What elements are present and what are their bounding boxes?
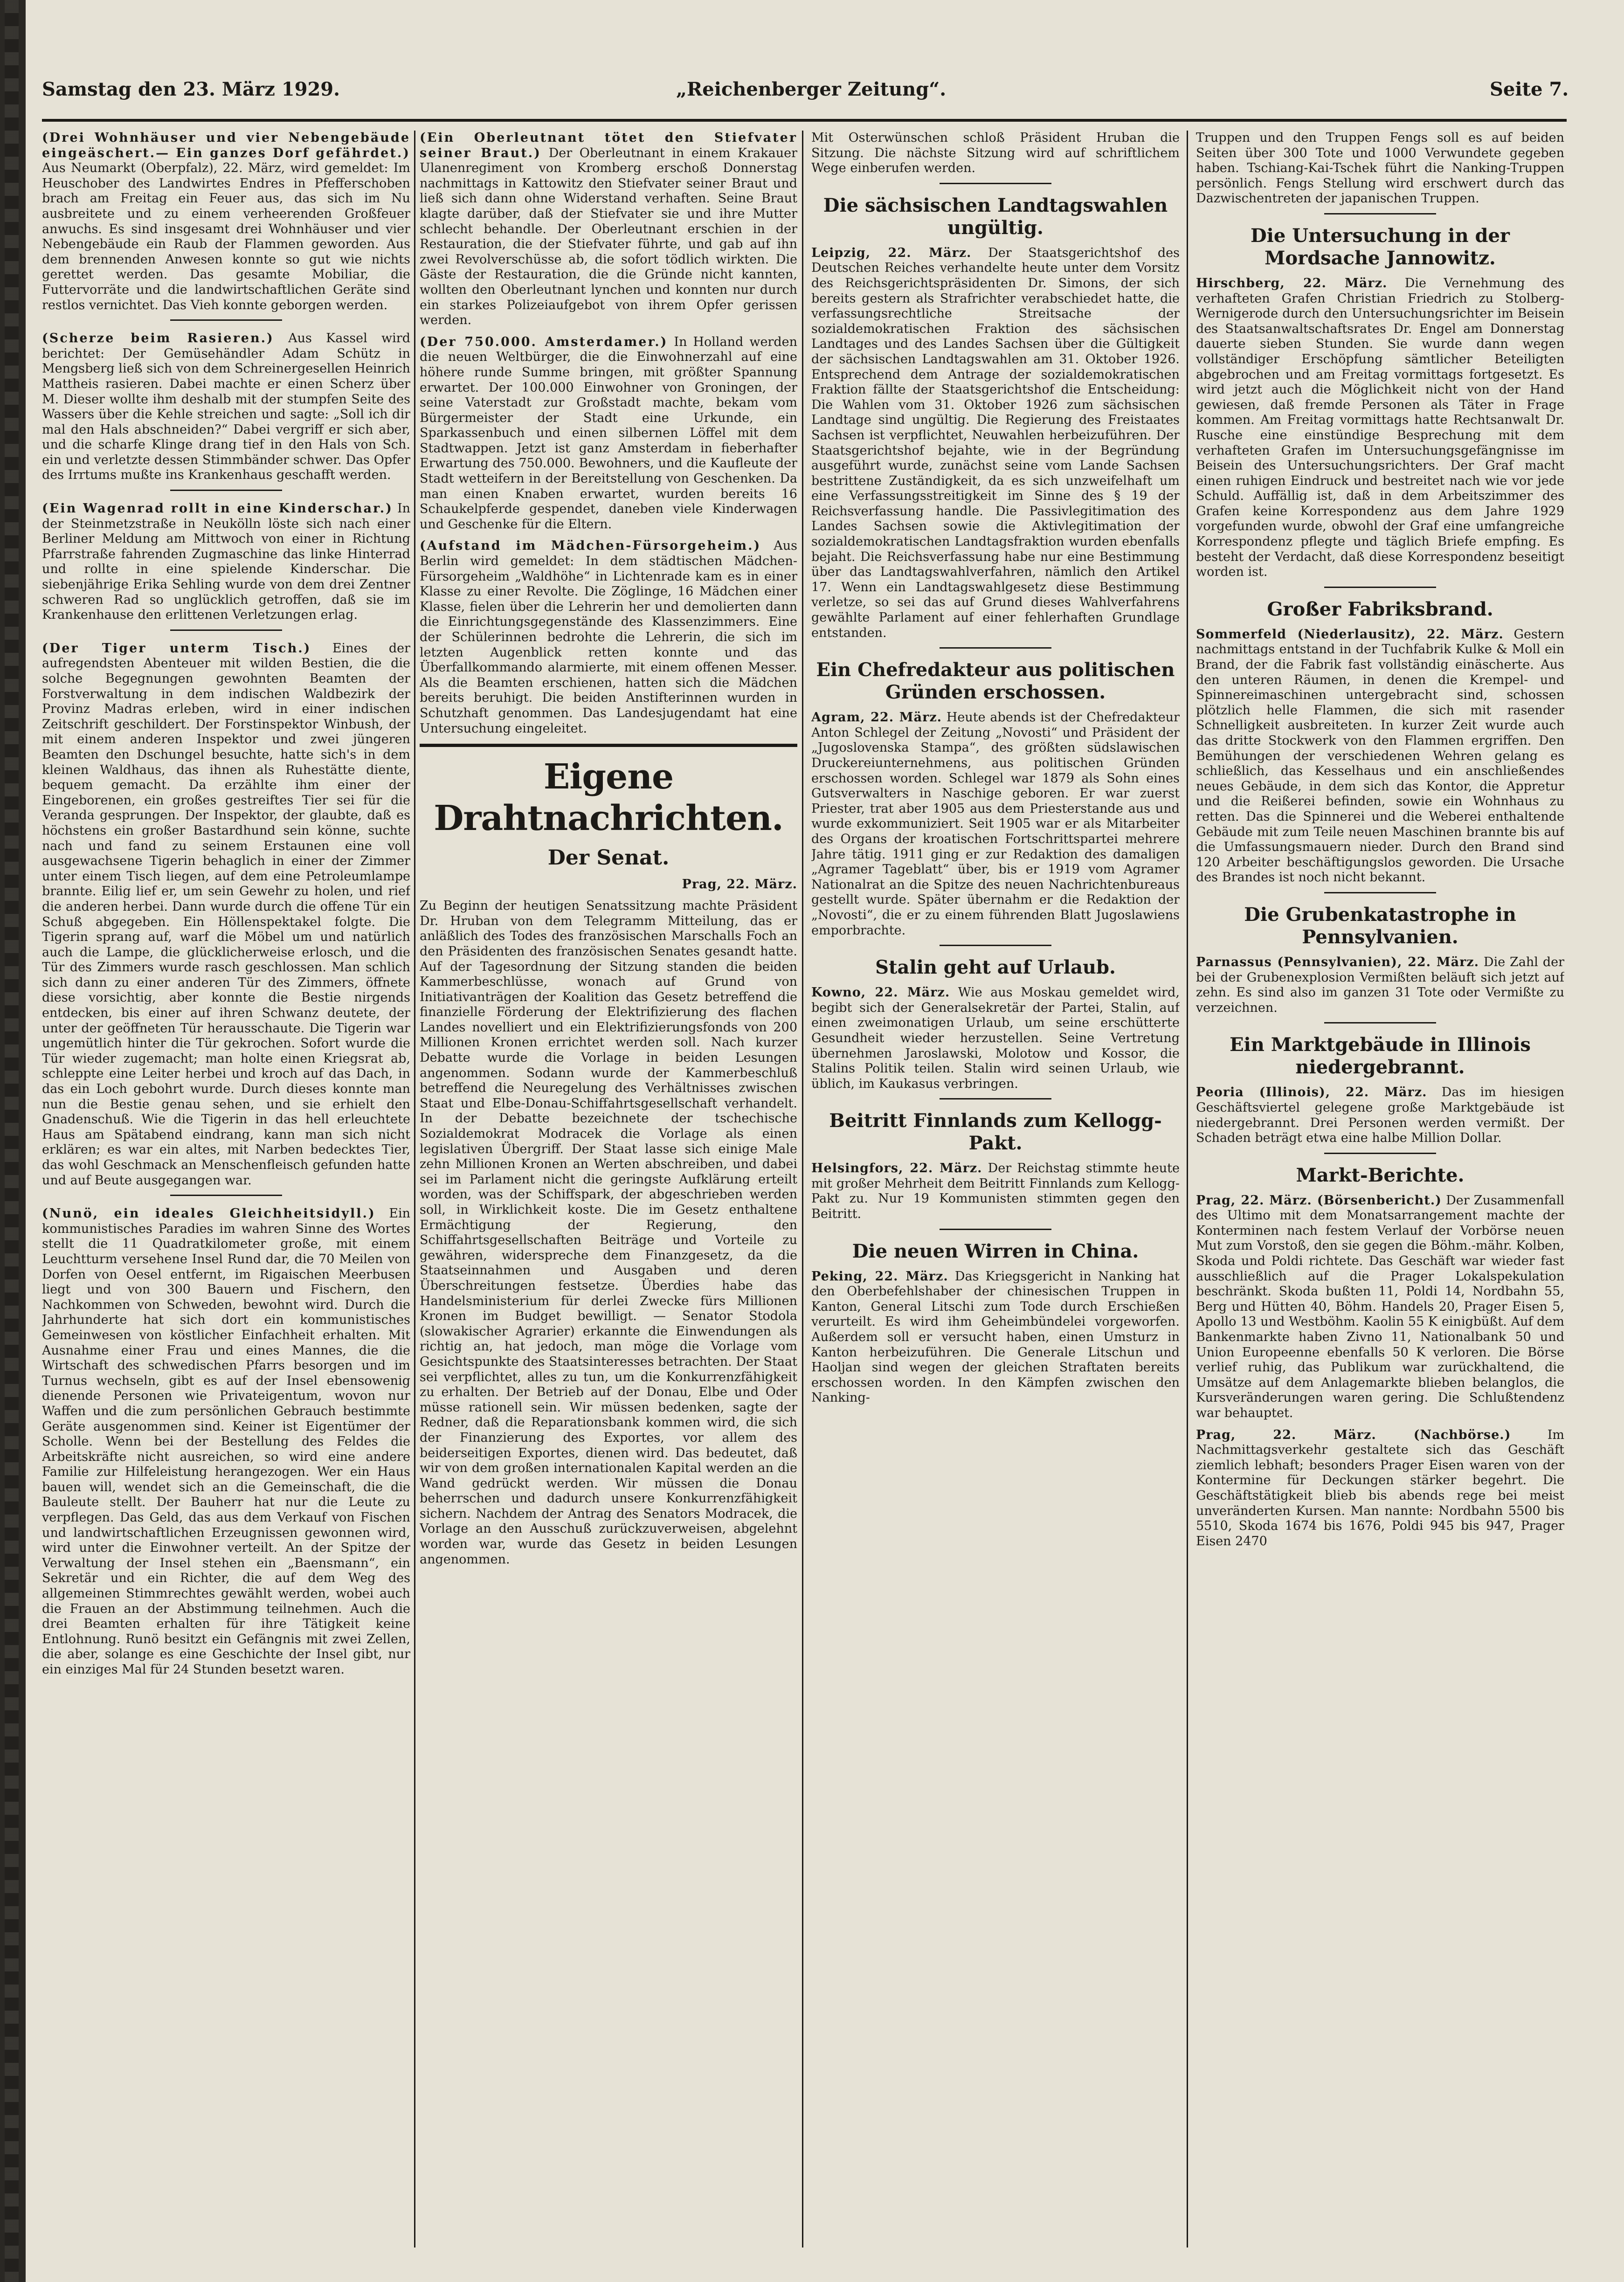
article-separator: [1324, 587, 1436, 588]
article-paragraph: [420, 539, 797, 736]
article-paragraph: [42, 1206, 410, 1677]
article-paragraph: [420, 131, 797, 328]
article-paragraph: [811, 246, 1180, 641]
article-body: Ein kommunistisches Paradies im wahren Sinne des Wortes stellt die 11 Quadratkilometer große, mit einem Leuchtturm versehene Insel Rund dar, die 70 Meilen von Dorfen von Oesel entfernt, im Rigaischen Meerbusen liegt und von 300 Bauern und Fischern, den Nachkommen von Schweden, bewohnt wird. Durch die Jahrhunderte hat sich dort ein kommunistisches Gemeinwesen von köstlicher Einfachheit erhalten. Mit Ausnahme einer Frau und eines Mannes, die die Wirtschaft des schwedischen Pfarrs besorgen und im Turnus wechseln, gibt es auf der Insel ebensowenig dienende Personen wie Privateigentum, wovon nur Waffen und die zum persönlichen Gebrauch bestimmte Geräte ausgenommen sind. Keiner ist Eigentümer der Scholle. Wenn bei der Bestellung des Feldes die Arbeitskräfte nicht ausreichen, so wird eine andere Familie zur Hilfeleistung herangezogen. Wer ein Haus bauen will, wendet sich an die Gemeinschaft, die die Bauleute stellt. Der Bauherr hat nur die Leute zu verpflegen. Das Geld, das aus dem Verkauf von Fischen und landwirtschaftlichen Erzeugnissen gewonnen wird, wird unter die Einwohner verteilt. An der Spitze der Verwaltung der Insel stehen ein „Baensmann“, ein Sekretär und ein Richter, die auf dem Weg des allgemeinen Stimmrechtes gewählt werden, wobei auch die Frauen an der Abstimmung teilnehmen. Auch die drei Beamten erhalten für ihre Tätigkeit keine Entlohnung. Runö besitzt ein Gefängnis mit zwei Zellen, die aber, solange es eine Geschichte der Insel gibt, nur ein einziges Mal für 24 Stunden besetzt waren.: [42, 1206, 410, 1677]
article-headline: Die sächsischen Landtagswahlen ungültig.: [823, 194, 1168, 239]
header-rule: [42, 119, 1567, 122]
article-body: In der Steinmetzstraße in Neukölln löste sich nach einer Berliner Meldung am Mittwoch von einer in Richtung Pfarrstraße fahrenden Zugmaschine das linke Hinterrad und rollte in eine spielende Kinderschar. Die siebenjährige Erika Sehling wurde von dem drei Zentner schweren Rad so unglücklich getroffen, daß sie im Krankenhause den erlittenen Verletzungen erlag.: [42, 501, 410, 622]
article-body: Die Zahl der bei der Grubenexplosion Vermißten beläuft sich jetzt auf zehn. Es sind also im ganzen 31 Tote oder Vermißte zu verzeichnen.: [1196, 954, 1564, 1015]
article-dateline: Hirschberg, 22. März.: [1196, 276, 1388, 290]
column-rule: [1187, 131, 1188, 2247]
article-headline: Markt-Berichte.: [1296, 1164, 1465, 1186]
article-dateline: Peoria (Illinois), 22. März.: [1196, 1085, 1427, 1100]
article-paragraph: [420, 335, 797, 532]
article-separator: [170, 319, 282, 321]
article-body: Der Zusammenfall des Ultimo mit dem Monatsarrangement machte der Konterminen nach festem Verlauf der Vorbörse neuen Mut zum Vorstoß, den sie gegen die Böhm.-mähr. Kolben, Skoda und Poldi richtete. Das Geschäft war wieder fast ausschließlich auf die Prager Lokalspekulation beschränkt. Skoda bußten 11, Poldi 14, Nordbahn 55, Berg und Hütten 40, Böhm. Handels 20, Prager Eisen 5, Apollo 13 und Westböhm. Kaolin 55 K einigbüßt. Auf dem Bankenmarkte haben Zivno 11, Nationalbank 50 und Union Europeenne ebenfalls 50 K verloren. Die Börse verlief ruhig, das Publikum war zurückhaltend, die Umsätze auf dem Anlagemarkte blieben belanglos, die Kursveränderungen waren gering. Die Schlußtendenz war behauptet.: [1196, 1193, 1564, 1420]
article-body: Heute abends ist der Chefredakteur Anton Schlegel der Zeitung „Novosti“ und Präsident der „Jugoslovenska Stampa“, des größten südslawischen Druckereiunternehmens, aus politischen Gründen erschossen worden. Schlegel war 1879 als Sohn eines Gutsverwalters in Naschige geboren. Er war zuerst Priester, trat aber 1905 aus dem Priesterstande aus und wurde exkommuniziert. Seit 1905 war er als Mitarbeiter des Organs der kroatischen Fortschrittspartei mehrere Jahre tätig. 1911 ging er zur Redaktion des damaligen „Agramer Tageblatt“ über, bis er 1919 vom Agramer Nationalrat an die Spitze des neuen Nachrichtenbureaus gestellt wurde. Später übernahm er die Redaktion der „Novosti“, die er zu einem führenden Blatt Jugoslawiens emporbrachte.: [811, 710, 1180, 938]
article-paragraph: [1196, 276, 1564, 580]
column-1: [42, 131, 410, 2247]
header-newspaper-name: „Reichenberger Zeitung“.: [676, 78, 947, 100]
article-separator: [170, 490, 282, 491]
column-2: [420, 131, 797, 2247]
article-lead: (Ein Oberleutnant tötet den Stiefvater seiner Braut.): [420, 131, 797, 160]
article-body: Der Reichstag stimmte heute mit großer Mehrheit dem Beitritt Finnlands zum Kellogg-Pakt zu. Nur 19 Kommunisten stimmten gegen den Beitritt.: [811, 1161, 1180, 1222]
article-separator: [940, 647, 1051, 649]
article-body: Truppen und den Truppen Fengs soll es auf beiden Seiten über 300 Tote und 1000 Verwundete gegeben haben. Tschiang-Kai-Tschek führt die Nanking-Truppen persönlich. Fengs Stellung wird erschwert durch das Dazwischentreten der japanischen Truppen.: [1196, 131, 1564, 206]
article-paragraph: [811, 985, 1180, 1092]
article-dateline: Sommerfeld (Niederlausitz), 22. März.: [1196, 627, 1504, 642]
article-separator: [170, 1195, 282, 1196]
article-paragraph: [42, 501, 410, 623]
article-paragraph: [1196, 627, 1564, 885]
article-lead: (Scherze beim Rasieren.): [42, 331, 274, 346]
article-dateline: Prag, 22. März.: [682, 877, 797, 892]
article-paragraph: [1196, 955, 1564, 1016]
article-headline: Ein Marktgebäude in Illinois niedergebrannt.: [1230, 1034, 1531, 1079]
article-paragraph: [811, 710, 1180, 938]
article-separator: [170, 629, 282, 631]
article-paragraph: [1196, 1428, 1564, 1549]
article-paragraph: [42, 641, 410, 1188]
article-paragraph: [420, 899, 797, 1567]
article-paragraph: [1196, 1193, 1564, 1421]
article-separator: [940, 183, 1051, 184]
article-paragraph: [420, 877, 797, 892]
article-lead: (Der 750.000. Amsterdamer.): [420, 334, 668, 349]
article-body: Das Kriegsgericht in Nanking hat den Oberbefehlshaber der chinesischen Truppen in Kanton, General Litschi zum Tode durch Erschießen verurteilt. Es wird ihm Geheimbündelei vorgeworfen. Außerdem soll er versucht haben, einen Umsturz in Kanton herbeizuführen. Die Generale Litschun und Haoljan sind wegen der gleichen Straftaten bereits erschossen worden. In den Kämpfen zwischen den Nanking-: [811, 1269, 1180, 1405]
page-binding-edge: [0, 0, 26, 2282]
article-body: Die Vernehmung des verhafteten Grafen Christian Friedrich zu Stolberg-Wernigerode durch den Untersuchungsrichter im Beisein des Staatsanwaltschaftsrates Dr. Engel am Donnerstag dauerte sieben Stunden. Sie wurde dann wegen vollständiger Erschöpfung sämtlicher Beteiligten abgebrochen und am Freitag vormittags fortgesetzt. Es wird jetzt auch die Möglichkeit nicht von der Hand gewiesen, daß fremde Personen als Täter in Frage kommen. Am Freitag vormittags hatte Rechtsanwalt Dr. Rusche eine einstündige Besprechung mit dem verhafteten Grafen im Untersuchungsgefängnisse im Beisein des Untersuchungsrichters. Der Graf macht einen ruhigen Eindruck und bestreitet nach wie vor jede Schuld. Auffällig ist, daß in dem Arbeitszimmer des Grafen keine Korrespondenz aus dem Jahre 1929 vorgefunden wurde, obwohl der Graf eine umfangreiche Korrespondenz pflegte und täglich Briefe empfing. Es besteht der Verdacht, daß diese Korrespondenz beseitigt worden ist.: [1196, 276, 1564, 580]
header-date: Samstag den 23. März 1929.: [42, 78, 340, 100]
column-4: [1196, 131, 1564, 2247]
article-lead: (Der Tiger unterm Tisch.): [42, 641, 311, 656]
article-dateline: Helsingfors, 22. März.: [811, 1161, 982, 1176]
article-dateline: Peking, 22. März.: [811, 1269, 948, 1284]
header-page-number: Seite 7.: [1490, 78, 1569, 100]
article-dateline: Kowno, 22. März.: [811, 985, 950, 1000]
article-headline: Stalin geht auf Urlaub.: [875, 956, 1116, 979]
article-body: In Holland werden die neuen Weltbürger, die die Einwohnerzahl auf eine höhere runde Summe bringen, mit größter Spannung erwartet. Der 100.000 Einwohner von Groningen, der seine Vaterstadt zur Großstadt machte, bekam vom Bürgermeister der Stadt eine Urkunde, ein Sparkassenbuch und einen silbernen Löffel mit dem Stadtwappen. Jetzt ist ganz Amsterdam in fieberhafter Erwartung des 750.000. Bewohners, und die Kaufleute der Stadt wetteifern in der Bereitstellung von Geschenken. Da man einen Knaben erwartet, wurden bereits 16 Schaukelpferde gespendet, daneben viele Kinderwagen und Geschenke für die Eltern.: [420, 334, 797, 532]
article-separator: [1324, 1022, 1436, 1023]
article-headline: Die Untersuchung in der Mordsache Jannowitz.: [1250, 224, 1510, 269]
article-paragraph: [42, 331, 410, 483]
article-lead: (Ein Wagenrad rollt in eine Kinderschar.): [42, 501, 393, 516]
article-headline: Ein Chefredakteur aus politischen Gründen erschossen.: [816, 659, 1175, 704]
article-dateline: Agram, 22. März.: [811, 710, 942, 725]
column-rule: [802, 131, 803, 2247]
article-dateline: Leipzig, 22. März.: [811, 245, 972, 260]
article-dateline: Prag, 22. März. (Börsenbericht.): [1196, 1193, 1442, 1208]
column-3: [811, 131, 1180, 2247]
article-paragraph: [811, 1161, 1180, 1222]
article-body: Mit Osterwünschen schloß Präsident Hruban die Sitzung. Die nächste Sitzung wird auf schriftlichem Wege einberufen werden.: [811, 131, 1180, 176]
article-separator: [1324, 213, 1436, 214]
column-rule: [414, 131, 415, 2247]
article-paragraph: [42, 131, 410, 313]
article-body: Das im hiesigen Geschäftsviertel gelegene große Marktgebäude ist niedergebrannt. Drei Personen werden vermißt. Der Schaden beträgt etwa eine halbe Million Dollar.: [1196, 1085, 1564, 1146]
article-body: Aus Kassel wird berichtet: Der Gemüsehändler Adam Schütz in Mengsberg ließ sich von dem Schreinergesellen Heinrich Mattheis rasieren. Dabei machte er einen Scherz über M. Dieser wollte ihm deshalb mit der stumpfen Seite des Wassers über die Kehle streichen und sagte: „Soll ich dir mal den Hals abschneiden?“ Dabei vergriff er sich aber, und die scharfe Klinge drang tief in den Hals von Sch. ein und verletzte dessen Stimmbänder schwer. Das Opfer des Irrtums mußte ins Krankenhaus geschafft werden.: [42, 331, 410, 483]
article-separator: [940, 1098, 1051, 1100]
article-separator: [1324, 1153, 1436, 1154]
article-headline: Beitritt Finnlands zum Kellogg-Pakt.: [829, 1110, 1162, 1155]
article-body: Aus Neumarkt (Oberpfalz), 22. März, wird gemeldet: Im Heuschober des Landwirtes Endres in Pfefferschoben brach am Freitag ein Feuer aus, das sich im Nu ausbreitete und zu einem verheerenden Großfeuer anwuchs. Es sind insgesamt drei Wohnhäuser und vier Nebengebäude ein Raub der Flammen geworden. Aus dem brennenden Anwesen konnte so gut wie nichts gerettet werden. Das gesamte Mobiliar, die Futtervorräte und die landwirtschaftlichen Geräte sind restlos vernichtet. Das Vieh konnte geborgen werden.: [42, 161, 410, 312]
article-body: Eines der aufregendsten Abenteuer mit wilden Bestien, die die solche Begegnungen gewohnten Beamten der Forstverwaltung in dem indischen Waldbezirk der Provinz Madras erleben, wird in einer indischen Zeitschrift geschildert. Der Forstinspektor Winbush, der mit einem anderen Inspektor und zwei jüngeren Beamten den Dschungel besuchte, hatte sich's in dem kleinen Waldhaus, das ihnen als Ruhestätte diente, bequem gemacht. Da erzählte ihm einer der Eingeborenen, ein großes gestreiftes Tier sei für die Veranda gesprungen. Der Inspektor, der glaubte, daß es höchstens ein großer Bastardhund sein könne, suchte nach und fand zu seinem Erstaunen eine voll ausgewachsene Tigerin behaglich in einer der Zimmer unter einem Tisch liegen, auf dem eine Petroleumlampe brannte. Eilig lief er, um sein Gewehr zu holen, und rief die anderen herbei. Dann wurde durch die offene Tür ein Schuß abgegeben. Ein Höllenspektakel folgte. Die Tigerin sprang auf, warf die Möbel um und natürlich auch die Lampe, die glücklicherweise erlosch, und die Tür des Zimmers wurde rasch geschlossen. Man schlich sich dann zu einer anderen Tür des Zimmers, öffnete diese vorsichtig, aber konnte die Bestie nirgends entdecken, bis einer auf ihren Schwanz deutete, der unter der geöffneten Tür herausschaute. Die Tigerin war ungemütlich hinter die Tür gekrochen. Sofort wurde die Tür wieder zugemacht; man holte einen Kriegsrat ab, schleppte eine Leiter herbei und kroch auf das Dach, in das ein Loch gebohrt wurde. Durch dieses konnte man nun die Bestie genau sehen, und sie erhielt den Gnadenschuß. Wie die Tigerin in das hell erleuchtete Haus am Spätabend eindrang, kann man sich nicht erklären; es war ein altes, mit Narben bedecktes Tier, das wohl Geschmack an Menschenfleisch gefunden hatte und auf Beute ausgegangen war.: [42, 641, 410, 1188]
article-dateline: Prag, 22. März. (Nachbörse.): [1196, 1427, 1511, 1442]
article-body: Wie aus Moskau gemeldet wird, begibt sich der Generalsekretär der Partei, Stalin, auf einen zweimonatigen Urlaub, um seine erschütterte Gesundheit wieder herzustellen. Seine Vertretung übernehmen Jaroslawski, Molotow und Kossor, die Stalins Politik teilen. Stalin wird seinen Urlaub, wie üblich, im Kaukasus verbringen.: [811, 985, 1180, 1091]
article-paragraph: [1196, 131, 1564, 207]
article-separator: [1324, 892, 1436, 893]
section-rule: [420, 744, 797, 747]
article-paragraph: [811, 131, 1180, 176]
article-lead: (Nunö, ein ideales Gleichheitsidyll.): [42, 1206, 376, 1221]
article-body: Der Oberleutnant in einem Krakauer Ulanenregiment von Kromberg erschoß Donnerstag nachmittags in Kattowitz den Stiefvater seiner Braut und ließ sich dann ohne Widerstand verhaften. Seine Braut klagte darüber, daß der Stiefvater sie und ihre Mutter schlecht behandle. Der Oberleutnant erschien in der Restauration, die der Stiefvater führte, und gab auf ihn zwei Revolverschüsse ab, die sofort tödlich wirkten. Die Gäste der Restauration, die die Gründe nicht kannten, wollten den Oberleutnant lynchen und konnten nur durch ein starkes Polizeiaufgebot von ihrem Opfer gerissen werden.: [420, 145, 797, 328]
article-headline: Großer Fabriksbrand.: [1267, 598, 1493, 620]
article-body: Aus Berlin wird gemeldet: In dem städtischen Mädchen-Fürsorgeheim „Waldhöhe“ in Lichtenrade kam es in einer Klasse zu einer Revolte. Die Zöglinge, 16 Mädchen einer Klasse, fielen über die Lehrerin her und demolierten dann die Einrichtungsgegenstände des Klassenzimmers. Eine der Schülerinnen bedrohte die Lehrerin, die sich im letzten Augenblick retten konnte und das Überfallkommando alarmierte, mit einem offenen Messer. Als die Beamten erschienen, hatten sich die Mädchen bereits beruhigt. Die beiden Anstifterinnen wurden in Schutzhaft genommen. Das Landesjugendamt hat eine Untersuchung eingeleitet.: [420, 539, 797, 736]
article-body: Der Staatsgerichtshof des Deutschen Reiches verhandelte heute unter dem Vorsitz des Reichsgerichtspräsidenten Dr. Simons, der sich bereits gestern als Strafrichter verabschiedet hatte, die verfassungsrechtliche Streitsache der sozialdemokratischen Fraktion des sächsischen Landtages und des Landes Sachsen über die Gültigkeit der sächsischen Landtagswahlen am 31. Oktober 1926. Entsprechend dem Antrage der sozialdemokratischen Fraktion fällte der Staatsgerichtshof die Entscheidung: Die Wahlen vom 31. Oktober 1926 zum sächsischen Landtage sind ungültig. Die Regierung des Freistaates Sachsen ist verpflichtet, Neuwahlen herbeizuführen. Der Staatsgerichtshof bejahte, wie in der Begründung ausgeführt wurde, zunächst seine vom Lande Sachsen bestrittene Zuständigkeit, da es sich unzweifelhaft um eine Verfassungsstreitigkeit im Sinne des § 19 der Reichsverfassung handle. Die Passivlegitimation des Landes Sachsen sowie die Aktivlegitimation der sozialdemokratischen Landtagsfraktion wurden ebenfalls bejaht. Die Reichsverfassung habe nur eine Bestimmung über das Landtagswahlverfahren, nämlich den Artikel 17. Wenn ein Landtagswahlgesetz diese Bestimmung verletze, so sei das auf Grund dieses Wahlverfahrens gewählte Parlament auf einer fehlerhaften Grundlage entstanden.: [811, 245, 1180, 640]
article-headline: Die Grubenkatastrophe in Pennsylvanien.: [1244, 903, 1516, 948]
article-separator: [940, 1229, 1051, 1230]
section-title: Eigene Drahtnachrichten.: [434, 757, 783, 838]
article-separator: [940, 945, 1051, 946]
article-body: Gestern nachmittags entstand in der Tuchfabrik Kulke & Moll ein Brand, der die Fabrik fast vollständig einäscherte. Aus den unteren Räumen, in denen die Krempel- und Spinnereimaschinen untergebracht sind, schossen plötzlich helle Flammen, die sich mit rasender Schnelligkeit ausbreiteten. In kurzer Zeit wurde auch das dritte Stockwerk von den Flammen ergriffen. Den Bemühungen der verschiedenen Wehren gelang es schließlich, das Kesselhaus und ein anschließendes neues Gebäude, in dem sich das Kontor, die Appretur und die Reißerei befinden, sowie ein Wohnhaus zu retten. Das die Spinnerei und die Weberei enthaltende Gebäude mit zum Teile neuen Maschinen brannte bis auf die Umfassungsmauern nieder. Durch den Brand sind 120 Arbeiter beschäftigungslos geworden. Die Ursache des Brandes ist noch nicht bekannt.: [1196, 627, 1564, 885]
article-paragraph: [1196, 1085, 1564, 1146]
article-body: Im Nachmittagsverkehr gestaltete sich das Geschäft ziemlich lebhaft; besonders Prager Eisen waren von der Kontermine für Deckungen stärker begehrt. Die Geschäftstätigkeit blieb bis abends rege bei meist unveränderten Kursen. Man nannte: Nordbahn 5500 bis 5510, Skoda 1674 bis 1676, Poldi 945 bis 947, Prager Eisen 2470: [1196, 1427, 1564, 1549]
page-header: [42, 70, 1567, 103]
article-headline: Der Senat.: [547, 845, 670, 870]
article-headline: Die neuen Wirren in China.: [852, 1240, 1139, 1262]
article-lead: (Drei Wohnhäuser und vier Nebengebäude eingeäschert.— Ein ganzes Dorf gefährdet.): [42, 131, 410, 160]
article-lead: (Aufstand im Mädchen-Fürsorgeheim.): [420, 539, 761, 553]
article-dateline: Parnassus (Pennsylvanien), 22. März.: [1196, 954, 1479, 969]
article-body: Zu Beginn der heutigen Senatssitzung machte Präsident Dr. Hruban von dem Telegramm Mitteilung, das er anläßlich des Todes des französischen Marschalls Foch an den Präsidenten des französischen Senates gesandt hatte. Auf der Tagesordnung der Sitzung standen die beiden Kammerbeschlüsse, wonach auf Grund von Initiativanträgen der Koalition das Gesetz betreffend die finanzielle Förderung der Elektrifizierung des flachen Landes novelliert und ein Elektrifizierungsfonds von 200 Millionen Kronen errichtet werden soll. Nach kurzer Debatte wurde die Vorlage in beiden Lesungen angenommen. Sodann wurde der Kammerbeschluß betreffend die Neuregelung des Verhältnisses zwischen Staat und Elbe-Donau-Schiffahrtsgesellschaft verhandelt. In der Debatte bezeichnete der tschechische Sozialdemokrat Modracek die Vorlage als einen legislativen Übergriff. Der Staat lasse sich einige Male zehn Millionen Kronen an Werten abschreiben, und dabei sei im Parlament nicht die geringste Aufklärung erteilt worden, was der Schiffspark, der abgeschrieben werden soll, in Wirklichkeit koste. Die im Gesetz enthaltene Ermächtigung der Regierung, den Schiffahrtsgesellschaften Beiträge und Vorteile zu gewähren, widerspreche dem Finanzgesetz, da die Staatseinnahmen und Ausgaben und deren Überschreitungen festsetze. Überdies habe das Handelsministerium für derlei Zwecke fürs Millionen Kronen im Budget bewilligt. — Senator Stodola (slowakischer Agrarier) erkannte die Einwendungen als richtig an, hat jedoch, man möge die Vorlage vom Gesichtspunkte des Staatsinteresses betrachten. Der Staat sei verpflichtet, alles zu tun, um die Konkurrenzfähigkeit zu erhalten. Der Betrieb auf der Donau, Elbe und Oder müsse rationell sein. Wir müssen bedenken, sagte der Redner, daß die Reparationsbank kommen wird, die sich der Finanzierung des Exportes, vor allem des beiderseitigen Exportes, dienen wird. Das bedeutet, daß wir von dem großen internationalen Kapital werden an die Wand gedrückt werden. Wir müssen die Donau beherrschen und dadurch unsere Konkurrenzfähigkeit sichern. Nachdem der Antrag des Senators Modracek, die Vorlage an den Ausschuß zurückzuverweisen, abgelehnt worden war, wurde das Gesetz in beiden Lesungen angenommen.: [420, 899, 797, 1567]
article-paragraph: [811, 1269, 1180, 1406]
